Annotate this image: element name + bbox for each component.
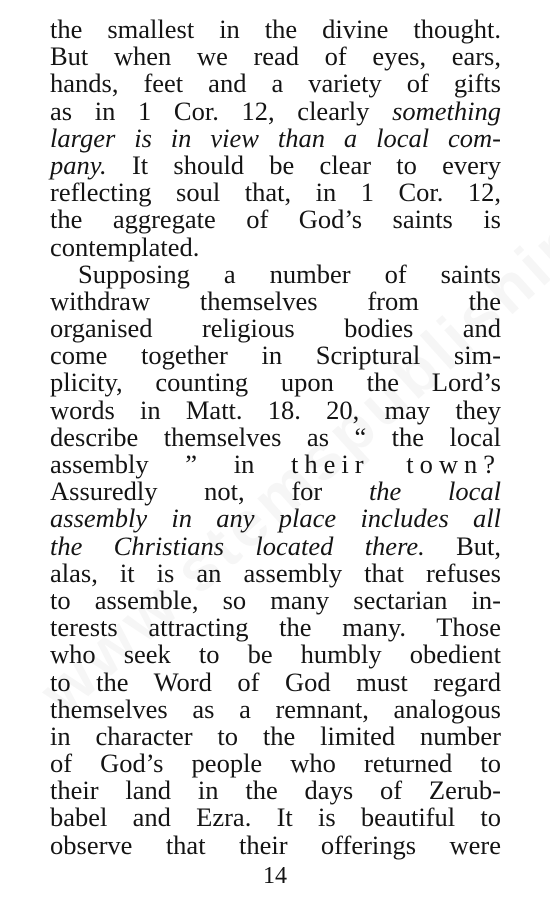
text-line [50,478,501,505]
text-segment: contemplated. [50,231,200,262]
text-segment: their [291,449,370,479]
text-segment: Assuredly not, for [50,476,369,507]
text-segment: terests attracting the many. Those [50,612,501,643]
italic-text-segment: the local [368,476,501,507]
text-line [50,666,501,697]
text-line [50,720,501,751]
text-line [50,777,501,804]
text-line [50,394,501,425]
text-segment: describe themselves as “ the local [50,421,501,452]
text-line [50,421,501,452]
text-line [50,614,501,641]
text-segment: observe that their offerings were [50,829,501,860]
text-segment: reflecting soul that, in 1 Cor. 12, [50,177,501,208]
text-segment: But, [424,530,501,561]
text-segment: organised religious bodies and [50,313,501,344]
text-segment: the smallest in the divine thought. [50,14,501,44]
italic-text-segment: the Christians located there. [50,530,425,561]
text-line [50,530,501,561]
text-segment: But when we read of eyes, ears, [50,41,501,72]
text-line [50,206,501,233]
text-line [50,149,501,180]
text-segment: words in Matt. 18. 20, may they [50,394,501,425]
text-segment: to assemble, so many sectarian in- [50,584,501,615]
text-line [50,804,501,831]
text-segment: withdraw themselves from the [50,285,501,316]
text-segment: town? [406,449,502,479]
text-segment: It should be clear to every [106,149,501,180]
text-segment: as in 1 Cor. 12, clearly [50,95,393,126]
text-line [50,285,501,316]
text-segment: assembly ” in [50,449,292,479]
italic-text-segment: larger is in view than a local com- [50,122,501,153]
text-line [50,70,501,97]
text-segment: themselves as a remnant, analogous [50,693,501,724]
text-line [50,231,501,262]
text-line [50,122,501,153]
text-segment [370,449,407,479]
text-segment: in character to the limited number [50,720,501,751]
italic-text-segment: pany. [50,149,107,180]
text-line [50,505,501,532]
text-segment: babel and Ezra. It is beautiful to [50,802,501,833]
text-segment: who seek to be humbly obedient [50,639,501,670]
text-line [50,641,501,668]
body-text [50,16,501,859]
text-line [50,369,501,396]
text-segment: to the Word of God must regard [50,666,501,697]
text-segment: Supposing a number of saints [78,258,501,289]
text-segment: of God’s people who returned to [50,748,501,779]
text-segment: plicity, counting upon the Lord’s [50,367,501,398]
text-line [50,179,501,206]
text-line [50,342,501,369]
text-line [50,584,501,615]
text-line [50,95,501,126]
italic-text-segment: assembly in any place includes all [50,503,501,534]
text-line [50,693,501,724]
italic-text-segment: something [392,95,501,126]
text-segment: alas, it is an assembly that refuses [50,557,501,588]
text-line [50,258,501,289]
text-segment: come together in Scriptural sim- [50,340,501,371]
text-segment: hands, feet and a variety of gifts [50,68,501,99]
text-line [50,43,501,70]
text-line [50,451,501,478]
text-line [50,315,501,342]
text-line [50,750,501,777]
text-segment: their land in the days of Zerub- [50,775,501,806]
text-segment: the aggregate of God’s saints is [50,204,501,235]
page-number: 14 [263,863,287,889]
text-line [50,557,501,588]
text-line [50,829,501,860]
text-line [50,16,501,43]
